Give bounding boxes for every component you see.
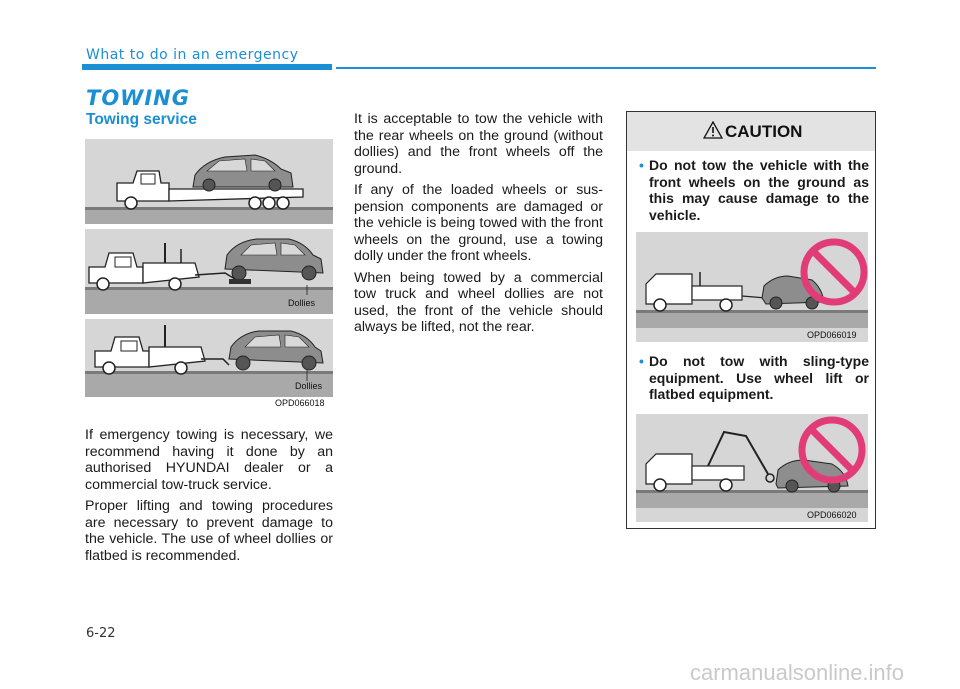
sling-tow-illustration <box>636 414 868 508</box>
left-text-column <box>85 427 333 569</box>
middle-text-column <box>354 111 603 341</box>
caution-figure-2 <box>636 414 868 522</box>
paragraph: If emergency towing is necessary, we recommend having it done by an authorised HYUNDAI dealer or a commercial tow-truck service. <box>85 427 333 493</box>
paragraph: If any of the loaded wheels or sus-pension components are damaged or the vehicle is being towed with the front wheels on the ground, use a towing dolly under the front wheels. <box>354 182 603 264</box>
towing-methods-figure <box>85 139 333 411</box>
caution-title: CAUTION <box>725 122 803 141</box>
paragraph: It is acceptable to tow the vehicle with the rear wheels on the ground (without dollies) and the front wheels off the ground. <box>354 111 603 177</box>
warning-triangle-icon <box>703 121 723 139</box>
paragraph: When being towed by a commercial tow truck and wheel dollies are not used, the front of the vehicle should always be lifted, not the rear. <box>354 269 603 335</box>
caution-figure-2-code: OPD066020 <box>807 510 857 520</box>
chapter-header: What to do in an emergency <box>86 47 299 63</box>
bullet-dot: • <box>639 157 644 173</box>
flatbed-panel <box>85 139 333 224</box>
flatbed-truck-illustration <box>85 139 333 224</box>
caution-bullet-2 <box>639 353 869 403</box>
caution-header <box>627 112 875 151</box>
figure-code: OPD066018 <box>275 398 325 408</box>
caution-figure-1 <box>636 232 868 342</box>
watermark: carmanualsonline.info <box>690 660 905 685</box>
bullet-dot: • <box>639 353 644 369</box>
caution-figure-1-code: OPD066019 <box>807 330 857 340</box>
wheel-lift-panel <box>85 319 333 397</box>
front-wheels-down-illustration <box>636 232 868 328</box>
page-number: 6-22 <box>86 626 116 641</box>
header-rule-thick <box>82 64 332 70</box>
dollies-label-2: Dollies <box>295 381 323 391</box>
section-title: TOWING <box>86 86 190 110</box>
dollies-panel <box>85 229 333 314</box>
sub-title: Towing service <box>86 111 197 128</box>
header-rule-thin <box>336 67 876 69</box>
caution-text-1: Do not tow the vehicle with the front wheels on the ground as this may cause damage to the vehicle. <box>649 157 869 223</box>
caution-text-2: Do not tow with sling-type equipment. Use wheel lift or flatbed equipment. <box>649 353 869 402</box>
paragraph: Proper lifting and towing procedures are necessary to prevent damage to the vehicle. The use of wheel dollies or flatbed is recommended. <box>85 498 333 564</box>
dollies-label: Dollies <box>288 298 316 308</box>
caution-box <box>626 111 876 529</box>
caution-bullet-1 <box>639 157 869 223</box>
